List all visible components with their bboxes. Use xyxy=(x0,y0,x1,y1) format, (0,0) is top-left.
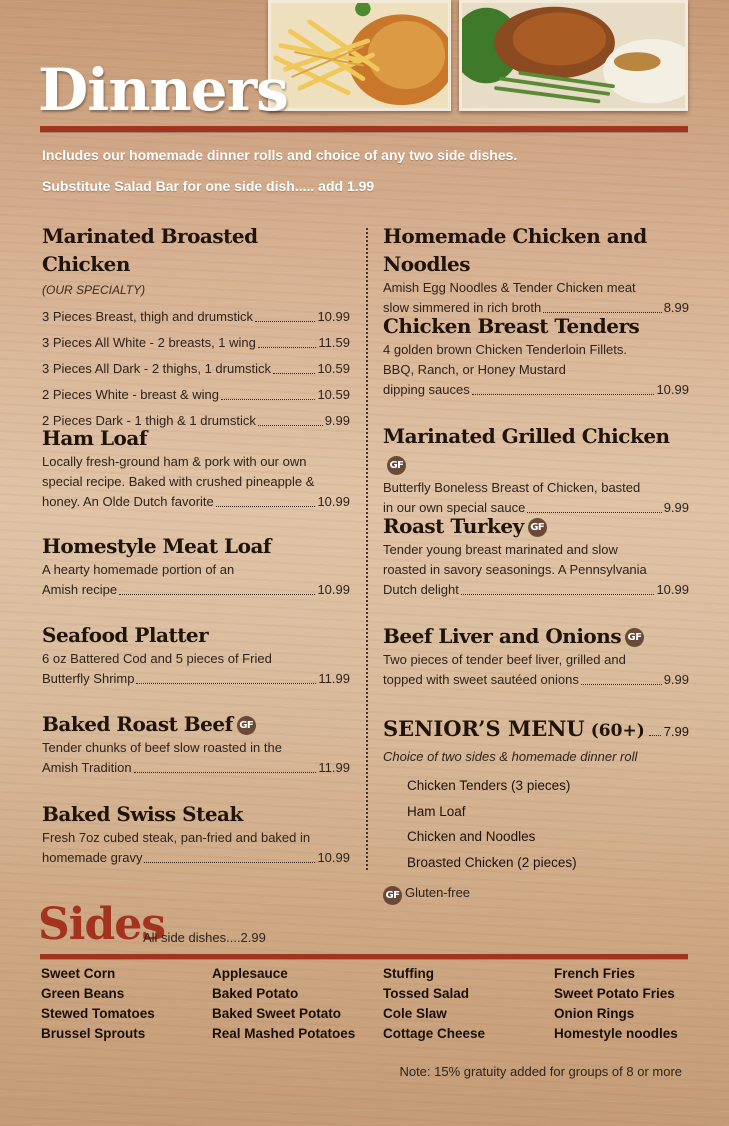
item-title: Chicken Breast Tenders xyxy=(383,314,640,338)
item-description: Tender young breast marinated and slow xyxy=(383,542,618,557)
item-description: Fresh 7oz cubed steak, pan-fried and baked in xyxy=(42,830,311,845)
item-description: Butterfly Boneless Breast of Chicken, basted xyxy=(383,480,641,495)
seniors-menu-title-row xyxy=(383,714,689,747)
menu-item-chicken-breast-tenders xyxy=(383,312,689,400)
item-title: Baked Roast Beef xyxy=(42,712,233,736)
fried-chicken-dinner-photo xyxy=(459,0,688,111)
side-dish: Onion Rings xyxy=(554,1006,635,1021)
side-dish: Baked Sweet Potato xyxy=(212,1006,342,1021)
option-price: 9.99 xyxy=(324,413,350,428)
gluten-free-badge: GF xyxy=(528,518,547,537)
item-price: 10.99 xyxy=(656,382,689,397)
side-dish: Brussel Sprouts xyxy=(41,1026,146,1041)
item-description: Dutch delight xyxy=(383,582,459,597)
price-line xyxy=(42,848,350,868)
sides-column xyxy=(383,964,554,1044)
leader-dots xyxy=(255,304,315,322)
leader-dots xyxy=(472,380,655,395)
side-dish: Stuffing xyxy=(383,966,434,981)
item-description: Butterfly Shrimp xyxy=(42,671,135,686)
item-price: 10.99 xyxy=(317,494,350,509)
gluten-free-badge: GF xyxy=(387,456,406,475)
leader-dots xyxy=(649,735,661,736)
item-title-row xyxy=(42,710,350,738)
option-text: 3 Pieces Breast, thigh and drumstick xyxy=(42,309,253,324)
price-option xyxy=(42,356,350,382)
price-line xyxy=(383,380,689,400)
menu-item-beef-liver-and-onions xyxy=(383,622,689,690)
leader-dots xyxy=(461,580,655,595)
side-dish: Sweet Potato Fries xyxy=(554,986,675,1001)
item-price: 8.99 xyxy=(663,300,689,315)
sides-heading: Sides xyxy=(38,899,166,950)
item-title: Roast Turkey xyxy=(383,514,524,538)
item-description: special recipe. Baked with crushed pineapple & xyxy=(42,474,315,489)
item-title-row xyxy=(383,422,689,478)
item-description: roasted in savory seasonings. A Pennsylvania xyxy=(383,562,647,577)
option-price: 10.59 xyxy=(317,387,350,402)
item-price: 9.99 xyxy=(663,672,689,687)
item-price: 10.99 xyxy=(317,582,350,597)
seniors-menu-item: Broasted Chicken (2 pieces) xyxy=(407,854,577,870)
menu-item-meat-loaf xyxy=(42,532,350,600)
item-title: Ham Loaf xyxy=(42,426,147,450)
seniors-menu-price: 7.99 xyxy=(663,724,689,739)
side-dish: Cottage Cheese xyxy=(383,1026,486,1041)
item-title: Marinated Grilled Chicken xyxy=(383,424,670,448)
menu-item-ham-loaf xyxy=(42,424,350,512)
seniors-menu-title: SENIOR’S MENU xyxy=(383,716,585,741)
item-description: honey. An Olde Dutch favorite xyxy=(42,494,214,509)
side-dish: Applesauce xyxy=(212,966,288,981)
side-dish: Cole Slaw xyxy=(383,1006,447,1021)
side-dish: Real Mashed Potatoes xyxy=(212,1026,356,1041)
menu-item-baked-roast-beef xyxy=(42,710,350,778)
item-title: Seafood Platter xyxy=(42,623,209,647)
item-title-row xyxy=(383,512,689,540)
salad-bar-substitute-text: Substitute Salad Bar for one side dish..... add 1.99 xyxy=(42,178,375,194)
price-option xyxy=(42,304,350,330)
sides-column xyxy=(212,964,383,1044)
item-description: in our own special sauce xyxy=(383,500,526,515)
price-line xyxy=(42,580,350,600)
side-dish: Baked Potato xyxy=(212,986,299,1001)
leader-dots xyxy=(136,669,316,684)
leader-dots xyxy=(216,492,316,507)
side-dish: Sweet Corn xyxy=(41,966,116,981)
seniors-menu xyxy=(383,714,689,875)
price-line xyxy=(383,670,689,690)
price-option xyxy=(42,330,350,356)
item-description: Two pieces of tender beef liver, grilled and xyxy=(383,652,626,667)
side-dish: Stewed Tomatoes xyxy=(41,1006,155,1021)
price-line xyxy=(42,669,350,689)
seniors-menu-list xyxy=(407,773,689,875)
gluten-free-label: Gluten-free xyxy=(405,885,471,900)
seniors-menu-item: Chicken and Noodles xyxy=(407,829,536,844)
item-description: slow simmered in rich broth xyxy=(383,300,542,315)
price-option xyxy=(42,382,350,408)
item-title: Baked Swiss Steak xyxy=(42,802,243,826)
item-description: 6 oz Battered Cod and 5 pieces of Fried xyxy=(42,651,272,666)
menu-item-marinated-grilled-chicken xyxy=(383,422,689,518)
leader-dots xyxy=(543,298,661,313)
seniors-menu-item: Chicken Tenders (3 pieces) xyxy=(407,778,571,793)
sides-price-note: All side dishes....2.99 xyxy=(143,930,266,945)
dinners-divider xyxy=(40,126,688,132)
side-dish: Tossed Salad xyxy=(383,986,470,1001)
menu-item-chicken-and-noodles xyxy=(383,222,689,318)
sides-column xyxy=(41,964,212,1044)
leader-dots xyxy=(221,382,315,400)
item-description: dipping sauces xyxy=(383,382,470,397)
side-dish: French Fries xyxy=(554,966,636,981)
sides-column xyxy=(554,964,694,1044)
option-text: 3 Pieces All White - 2 breasts, 1 wing xyxy=(42,335,256,350)
price-line xyxy=(42,758,350,778)
option-price: 11.59 xyxy=(318,335,350,350)
item-title: Homemade Chicken and Noodles xyxy=(383,224,647,276)
item-price: 9.99 xyxy=(663,500,689,515)
price-line xyxy=(383,580,689,600)
item-description: homemade gravy xyxy=(42,850,143,865)
gluten-free-badge: GF xyxy=(237,716,256,735)
item-title: Beef Liver and Onions xyxy=(383,624,622,648)
leader-dots xyxy=(119,580,315,595)
menu-item-seafood-platter xyxy=(42,621,350,689)
item-description: 4 golden brown Chicken Tenderloin Fillets. xyxy=(383,342,628,357)
item-title: Marinated Broasted Chicken xyxy=(42,224,258,276)
item-description: Amish recipe xyxy=(42,582,118,597)
seniors-menu-item: Ham Loaf xyxy=(407,803,466,819)
item-description: A hearty homemade portion of an xyxy=(42,562,235,577)
leader-dots xyxy=(144,848,315,863)
item-description: Tender chunks of beef slow roasted in the xyxy=(42,740,282,755)
item-title: Homestyle Meat Loaf xyxy=(42,534,272,558)
specialty-label: (OUR SPECIALTY) xyxy=(42,283,146,297)
column-divider xyxy=(366,228,368,870)
leader-dots xyxy=(527,498,661,513)
gluten-free-legend xyxy=(383,885,470,905)
gluten-free-badge: GF xyxy=(383,886,402,905)
item-description: Amish Egg Noodles & Tender Chicken meat xyxy=(383,280,636,295)
dinner-intro-text: Includes our homemade dinner rolls and choice of any two side dishes. xyxy=(42,147,518,163)
fish-and-fries-photo xyxy=(268,0,451,111)
item-price: 11.99 xyxy=(318,760,350,775)
option-text: 2 Pieces White - breast & wing xyxy=(42,387,220,402)
gratuity-note: Note: 15% gratuity added for groups of 8 or more xyxy=(399,1064,682,1079)
option-text: 3 Pieces All Dark - 2 thighs, 1 drumstick xyxy=(42,361,272,376)
option-price: 10.59 xyxy=(317,361,350,376)
item-description: topped with sweet sautéed onions xyxy=(383,672,579,687)
leader-dots xyxy=(273,356,315,374)
leader-dots xyxy=(258,330,317,348)
price-line xyxy=(42,492,350,512)
menu-item-roast-turkey xyxy=(383,512,689,600)
item-price: 11.99 xyxy=(318,671,350,686)
dinners-heading: Dinners xyxy=(38,56,288,124)
gluten-free-badge: GF xyxy=(625,628,644,647)
side-dish: Green Beans xyxy=(41,986,125,1001)
menu-item-baked-swiss-steak xyxy=(42,800,350,868)
item-description: Amish Tradition xyxy=(42,760,132,775)
seniors-menu-subtitle: Choice of two sides & homemade dinner roll xyxy=(383,749,638,764)
option-price: 10.99 xyxy=(317,309,350,324)
seniors-age-label: (60+) xyxy=(590,721,645,741)
item-description: Locally fresh-ground ham & pork with our own xyxy=(42,454,307,469)
item-price: 10.99 xyxy=(656,582,689,597)
sides-divider xyxy=(40,954,688,959)
item-description: BBQ, Ranch, or Honey Mustard xyxy=(383,362,566,377)
item-price: 10.99 xyxy=(317,850,350,865)
menu-item-broasted-chicken xyxy=(42,222,350,434)
option-text: 2 Pieces Dark - 1 thigh & 1 drumstick xyxy=(42,413,256,428)
leader-dots xyxy=(134,758,317,773)
leader-dots xyxy=(581,670,662,685)
side-dish: Homestyle noodles xyxy=(554,1026,678,1041)
sides-list xyxy=(41,964,691,1044)
item-title-row xyxy=(383,622,689,650)
